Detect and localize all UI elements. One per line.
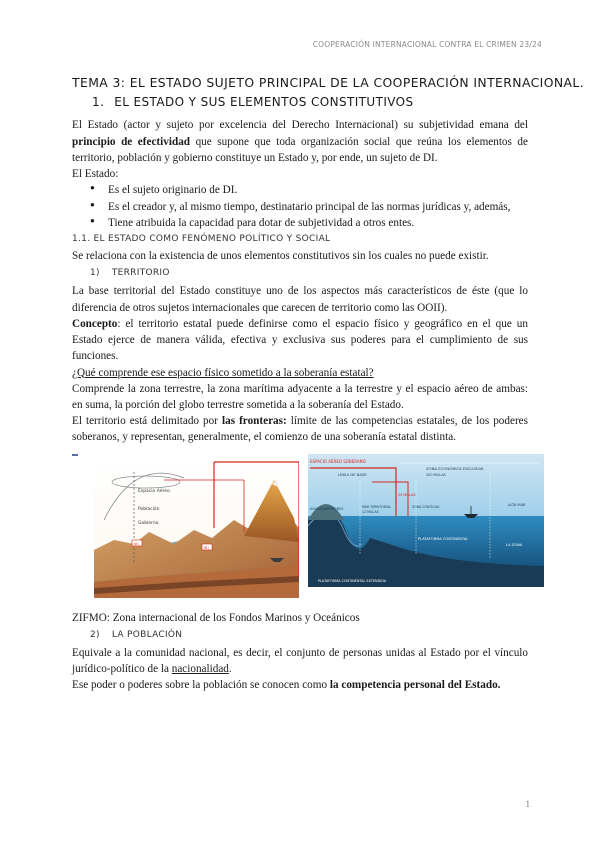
nacionalidad-term: nacionalidad xyxy=(171,663,229,676)
label-mar-territorial: MAR TERRITORIAL xyxy=(362,504,392,509)
item-title: LA POBLACIÓN xyxy=(111,629,183,640)
label-la-zona: LA ZONA xyxy=(506,542,523,547)
territorio-heading xyxy=(90,267,528,280)
label-espacio-aereo: Espacio Aéreo xyxy=(138,488,170,494)
label-zona-contigua: ZONA CONTIGUA xyxy=(412,504,440,509)
label-b: (B) xyxy=(203,545,209,550)
label-plataforma: PLATAFORMA CONTINENTAL xyxy=(418,536,469,541)
subsection-paragraph: Se relaciona con la existencia de unos elementos constitutivos sin los cuales no puede existir. xyxy=(72,250,489,263)
document-body xyxy=(72,74,585,694)
estado-list xyxy=(90,182,528,231)
fronteras-bold: las fronteras: xyxy=(222,415,287,428)
intro-text-1: El Estado (actor y sujeto por excelencia del Derecho Internacional) su subjetividad emana del xyxy=(72,119,528,132)
label-12-millas: 12 MILLAS xyxy=(362,509,379,514)
label-gobierno: Gobierno xyxy=(138,520,159,526)
section-number: 1. xyxy=(92,94,105,109)
estado-label: El Estado: xyxy=(72,168,119,181)
label-linea-base: LÍNEA DE BASE xyxy=(338,471,367,477)
label-alta-mar: ALTA MAR xyxy=(508,502,526,507)
label-plataforma-extendida: PLATAFORMA CONTINENTAL EXTENDIDA xyxy=(318,578,387,583)
label-24-millas: 24 MILLAS xyxy=(398,492,416,497)
poblacion-paragraph-1 xyxy=(72,645,528,677)
page-title: TEMA 3: EL ESTADO SUJETO PRINCIPAL DE LA COOPERACIÓN INTERNACIONAL. xyxy=(72,75,585,90)
concepto-paragraph xyxy=(72,316,528,365)
label-poblacion: Población xyxy=(138,506,160,512)
fronteras-paragraph xyxy=(72,413,528,445)
concepto-label: Concepto xyxy=(72,317,118,330)
list-item: ● Es el creador y, al mismo tiempo, destinatario principal de las normas jurídicas y, además, xyxy=(90,199,528,215)
maritime-zones-diagram xyxy=(308,454,544,587)
poblacion-text-2: . xyxy=(228,663,232,676)
label-aguas-interiores: AGUAS INTERIORES xyxy=(310,506,344,511)
subsection-heading: 1.1. EL ESTADO COMO FENÓMENO POLÍTICO Y SOCIAL xyxy=(72,234,331,245)
item-number: 2) xyxy=(90,629,100,640)
fronteras-text-1: El territorio está delimitado por xyxy=(72,415,222,428)
figures-row xyxy=(72,454,528,604)
label-zona-economica: ZONA ECONÓMICA EXCLUSIVA xyxy=(426,465,484,471)
territorio-question: ¿Qué comprende ese espacio físico sometido a la soberanía estatal? xyxy=(72,366,374,379)
item-title: TERRITORIO xyxy=(111,268,170,279)
poblacion-heading xyxy=(90,629,528,642)
running-header: COOPERACIÓN INTERNACIONAL CONTRA EL CRIMEN 23/24 xyxy=(312,40,542,49)
label-200-millas: 200 MILLAS xyxy=(426,472,446,477)
intro-text-2: que supone que toda organización social que reúna los elementos de territorio, población y gobierno constituye un Estado y, por ende, un sujeto de DI. xyxy=(72,135,528,164)
concepto-text: : el territorio estatal puede definirse como el espacio físico y geográfico en el que un Estado ejerce de manera válida, efectiva y exclusiva sus poderes para el cumplimiento de sus funciones. xyxy=(72,317,528,363)
page-number: 1 xyxy=(525,799,530,809)
fronteras-text-2: límite de las competencias estatales, de los poderes soberanos, y representan, generalmente, el comienzo de una soberanía estatal distinta. xyxy=(72,415,528,444)
item-number: 1) xyxy=(90,268,100,279)
list-item: ● Tiene atribuida la capacidad para dotar de subjetividad a otros entes. xyxy=(90,215,528,231)
intro-bold: principio de efectividad xyxy=(72,135,191,148)
label-a: (A) xyxy=(133,541,139,546)
mountain-shape xyxy=(244,480,299,542)
poblacion-text-3: Ese poder o poderes sobre la población se conocen como xyxy=(72,679,330,692)
dash-mark xyxy=(72,454,78,456)
list-item: ● Es el sujeto originario de DI. xyxy=(90,182,528,198)
poblacion-paragraph-2 xyxy=(72,677,528,693)
section-title: EL ESTADO Y SUS ELEMENTOS CONSTITUTIVOS xyxy=(114,94,414,109)
territorio-paragraph-1: La base territorial del Estado constituye uno de los aspectos más característicos de éste (que lo diferencia de otros sujetos internacionales que carecen de territorio como las OOII). xyxy=(72,285,528,314)
competencia-personal: la competencia personal del Estado. xyxy=(329,679,501,692)
zifmo-note: ZIFMO: Zona internacional de los Fondos Marinos y Oceánicos xyxy=(72,611,360,624)
label-espacio-aereo-soberano: ESPACIO AÉREO SOBERANO xyxy=(310,458,366,464)
intro-paragraph xyxy=(72,117,528,166)
territory-block-diagram xyxy=(94,458,299,598)
territorio-paragraph-2: Comprende la zona terrestre, la zona marítima adyacente a la terrestre y el espacio aéreo de ambas: en suma, la porción del globo terrestre sometida a la soberanía del Estado. xyxy=(72,382,528,411)
poblacion-text-1: Equivale a la comunidad nacional, es decir, el conjunto de personas unidas al Estado por el vínculo jurídico-político de la xyxy=(72,646,528,676)
section-heading-1 xyxy=(92,94,528,111)
